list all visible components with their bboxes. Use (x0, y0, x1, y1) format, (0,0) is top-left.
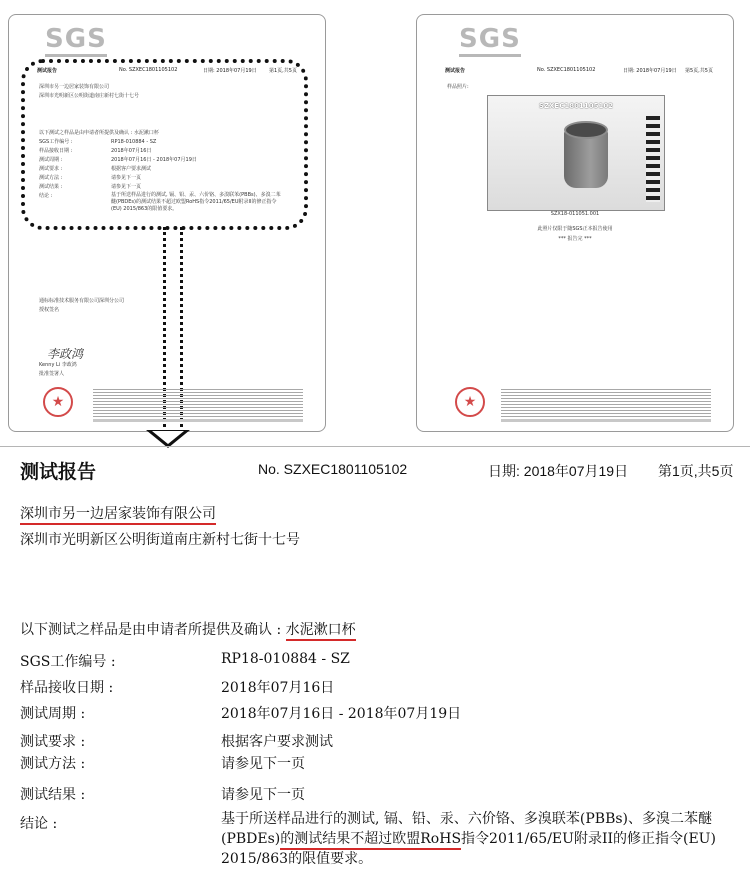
mini-row-label: 测试要求 : (39, 166, 63, 172)
mini-row-value: RP18-010884 - SZ (111, 139, 157, 145)
conclusion-underlined: 的测试结果不超过欧盟RoHS (280, 831, 461, 850)
mini-row-value: 2018年07月16日 - 2018年07月19日 (111, 157, 197, 163)
mini-conclusion-label: 结论 : (39, 193, 53, 199)
ruler-image (646, 116, 660, 202)
report-end: *** 报告完 *** (558, 236, 592, 242)
row-value: 请参见下一页 (221, 787, 305, 803)
mini-row-value: 请参见下一页 (111, 184, 142, 190)
company-seal-icon (43, 387, 73, 417)
company-address: 深圳市光明新区公明街道南庄新村七街十七号 (20, 532, 300, 548)
mini-row-value: 根据客户要求测试 (111, 166, 152, 172)
zoomed-report-detail (0, 446, 750, 870)
company-name (20, 503, 216, 523)
row-label: 测试要求 : (20, 734, 86, 750)
sample-name: 水泥漱口杯 (286, 622, 356, 641)
company-seal-icon (455, 387, 485, 417)
mini-conclusion-post: 指令2011/65/EU附录II的修正指令(EU) 2015/863的限值要求。 (111, 199, 277, 212)
mini-date: 日期: 2018年07月19日 (203, 68, 257, 74)
mini-page: 第1页,共5页 (269, 68, 297, 74)
row-label: 样品接收日期 : (20, 680, 114, 696)
row-label: 测试周期 : (20, 706, 86, 722)
sample-photo (487, 95, 665, 211)
report-title: 测试报告 (20, 461, 97, 483)
footer-terms (93, 389, 303, 417)
mini-row-label: 测试方法 : (39, 175, 63, 181)
report-page: 第1页,共5页 (658, 463, 734, 479)
sgs-logo: SGS (459, 24, 521, 54)
cup-image (564, 128, 608, 188)
conclusion-post: 指令2011/65/EU附录II的修正指令(EU) 2015/863的限值要求。 (221, 831, 716, 867)
footer-bar (93, 419, 303, 422)
conclusion-label: 结论 : (20, 816, 58, 832)
sgs-logo: SGS (45, 24, 107, 54)
mini-address: 深圳市光明新区公明街道南庄新村七街十七号 (39, 93, 140, 99)
mini-row-label: 测试结果 : (39, 184, 63, 190)
signer-role: 批准签署人 (39, 371, 65, 377)
mini-row-label: 样品接收日期 : (39, 148, 73, 154)
signature: 李政鸿 (47, 347, 84, 361)
signatory-org: 通标标准技术服务有限公司深圳分公司 (39, 298, 125, 304)
mini-row-value: 2018年07月16日 (111, 148, 152, 154)
footer-bar (501, 419, 711, 422)
mini-row-label: 测试周期 : (39, 157, 63, 163)
conclusion-pre: 基于所送样品进行的测试, 镉、铅、汞、六价铬、多溴联苯(PBBs)、多溴二苯醚(PBDEs) (221, 811, 713, 847)
row-label: 测试结果 : (20, 787, 86, 803)
mini-sample-name: 水泥漱口杯 (133, 130, 159, 136)
row-value: RP18-010884 - SZ (221, 651, 350, 667)
mini-title: 测试报告 (445, 68, 466, 74)
mini-report-number: No. SZXEC1801105102 (537, 67, 596, 73)
mini-row-label: SGS工作编号 : (39, 139, 73, 145)
mini-company: 深圳市另一边居家装饰有限公司 (39, 84, 110, 90)
conclusion-text (221, 809, 741, 869)
mini-conclusion-underlined: 的测试结果不超过欧盟RoHS (135, 199, 200, 205)
row-label: SGS工作编号 : (20, 654, 116, 670)
row-value: 2018年07月16日 (221, 680, 335, 696)
mini-date: 日期: 2018年07月19日 (623, 68, 677, 74)
sample-line (20, 619, 356, 639)
signer-name: Kenny Li 李政鸿 (39, 362, 77, 368)
photo-id: SZXEC1801105102 (538, 102, 614, 110)
mini-page: 第5页,共5页 (685, 68, 713, 74)
signatory-title: 授权签名 (39, 307, 60, 313)
report-date: 日期: 2018年07月19日 (488, 463, 629, 479)
sample-intro: 以下测试之样品是由申请者所提供及确认 : (20, 622, 286, 638)
row-value: 2018年07月16日 - 2018年07月19日 (221, 706, 462, 722)
mini-conclusion-pre: 基于所送样品进行的测试, 镉、铅、汞、六价铬、多溴联苯(PBBs)、多溴二苯醚(PBDEs) (111, 192, 281, 205)
row-value: 请参见下一页 (221, 756, 305, 772)
photo-caption: SZX18-011051.001 (550, 211, 600, 217)
company-name-text: 深圳市另一边居家装饰有限公司 (20, 506, 216, 525)
photo-note: 此照片仅限于随SGS正本报告使用 (537, 226, 613, 232)
report-number: No. SZXEC1801105102 (258, 461, 408, 477)
report-page-1-thumbnail (8, 14, 326, 432)
highlight-box (21, 59, 308, 230)
mini-title: 测试报告 (37, 68, 58, 74)
photo-label: 样品照片: (447, 84, 469, 90)
row-label: 测试方法 : (20, 756, 86, 772)
footer-terms (501, 389, 711, 417)
row-value: 根据客户要求测试 (221, 734, 333, 750)
report-page-5-thumbnail (416, 14, 734, 432)
mini-header (445, 67, 719, 77)
mini-sample-intro: 以下测试之样品是由申请者所提供及确认 : (39, 130, 134, 136)
mini-row-value: 请参见下一页 (111, 175, 142, 181)
mini-report-number: No. SZXEC1801105102 (119, 67, 178, 73)
